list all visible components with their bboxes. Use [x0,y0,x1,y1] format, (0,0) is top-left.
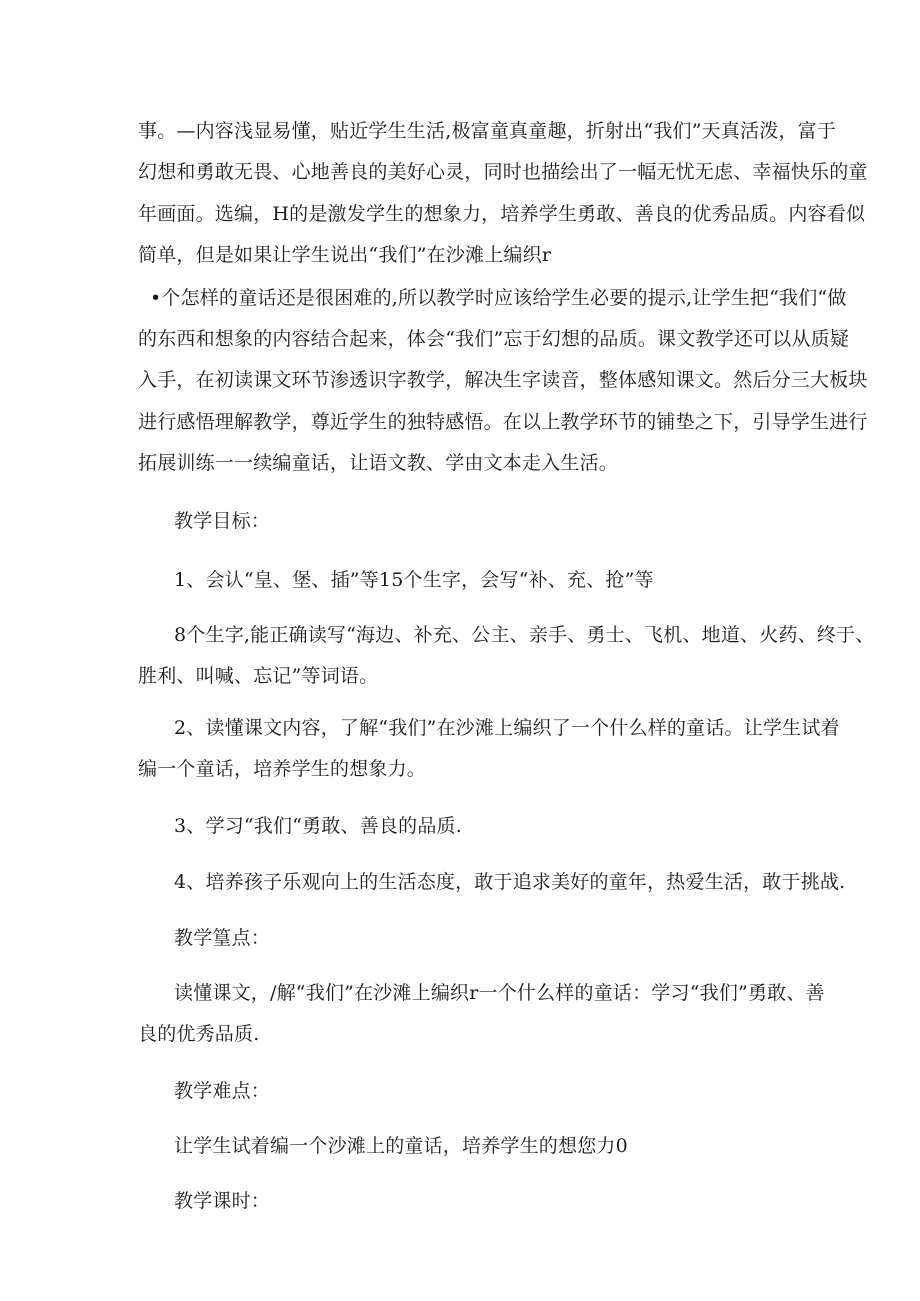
intro-line-1: 事。—内容浅显易懂，贴近学生生活,极富童真童趣，折射出“我们”天真活泼，富于 [138,120,837,142]
key-points-line-1: 读懂课文，/解“我们”在沙滩上编织r一个什么样的童话：学习“我们”勇敢、善 [174,982,825,1004]
goal-1-line-3: 胜利、叫喊、忘记”等词语。 [138,665,379,687]
goal-2-line-1: 2、读懂课文内容，了解“我们”在沙滩上编织了一个什么样的童话。让学生试着 [174,717,840,739]
goal-1-line-1: 1、会认“皇、堡、插”等15个生字，会写“补、充、抢”等 [174,569,654,591]
key-points-line-2: 良的优秀品质. [138,1023,260,1045]
para2-line-3: 入手，在初读课文环节渗透识字教学，解决生字读音，整体感知课文。然后分三大板块 [138,369,868,391]
para2-line-4: 进行感悟理解教学，尊近学生的独特感悟。在以上教学环节的铺垫之下，引导学生进行 [138,411,868,433]
para2-line-1: •个怎样的童话还是很困难的,所以教学时应该给学生必要的提示,让学生把“我们“做 [150,287,847,309]
para2-line-2: 的东西和想象的内容结合起来，体会“我们”忘于幻想的品质。课文教学还可以从质疑 [138,328,850,350]
para2-line-5: 拓展训练一一续编童话，让语文教、学由文本走入生活。 [138,452,619,474]
intro-line-4: 简单，但是如果让学生说出“我们”在沙滩上编织r [138,244,552,266]
difficulty-text: 让学生试着编一个沙滩上的童话，培养学生的想您力0 [174,1135,628,1157]
class-hours-heading: 教学课时： [174,1190,271,1212]
goals-heading: 教学目标： [174,510,271,532]
difficulty-heading: 教学难点： [174,1080,271,1102]
goal-3: 3、学习“我们“勇敢、善良的品质. [174,815,462,837]
intro-line-2: 幻想和勇敢无畏、心地善良的美好心灵，同时也描绘出了一幅无忧无虑、幸福快乐的童 [138,161,868,183]
goal-4: 4、培养孩子乐观向上的生活态度，敢于追求美好的童年，热爱生活，敢于挑战. [174,871,846,893]
intro-line-3: 年画面。选编，H的是激发学生的想象力，培养学生勇敢、善良的优秀品质。内容看似 [138,203,866,225]
goal-1-line-2: 8个生字,能正确读写“海边、补充、公主、亲手、勇士、飞机、地道、火药、终于、 [174,624,875,646]
key-points-heading: 教学篁点： [174,927,271,949]
goal-2-line-2: 编一个童话，培养学生的想象力。 [138,758,427,780]
